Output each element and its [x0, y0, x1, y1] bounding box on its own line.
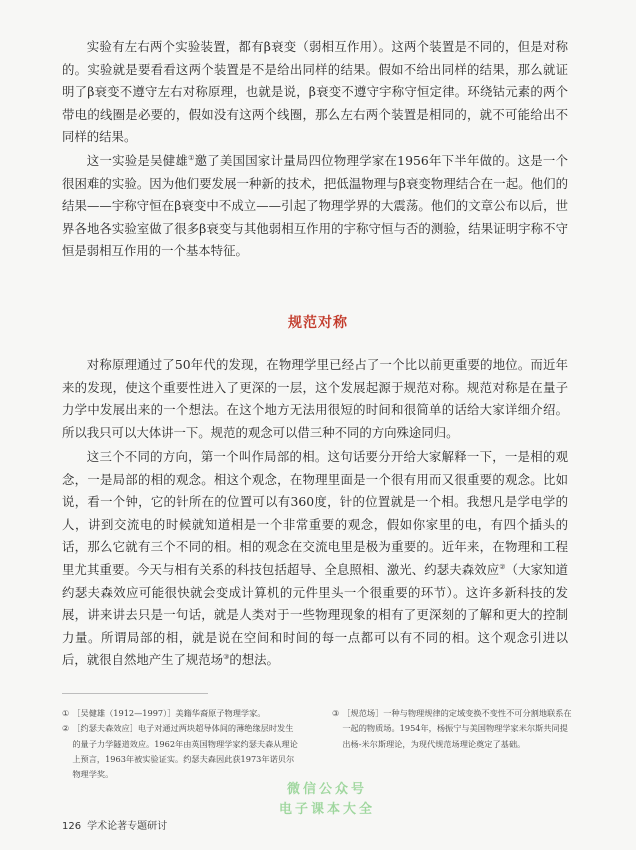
- watermark-line: 电子课本大全: [278, 802, 375, 817]
- footnotes-left-column: [62, 706, 300, 782]
- footnote-divider: [62, 693, 208, 694]
- footnote-mark: ②: [62, 723, 70, 734]
- section-heading: 规范对称: [288, 315, 348, 331]
- footnote-mark: ③: [332, 708, 340, 718]
- footnote-1: [62, 706, 300, 721]
- footnote-ref-3[interactable]: ③: [223, 653, 230, 662]
- paragraph-text: 这一实验是吴健雄: [86, 153, 189, 168]
- paragraph-text: 实验有左右两个实验装置，都有β衰变（弱相互作用）。这两个装置是不同的，但是对称的。实验就是要看看这两个装置是不是给出同样的结果。假如不给出同样的结果，那么就证明了β衰变不遵守左右对称原理，也就是说，β衰变不遵守宇称守恒定律。环绕钴元素的两个带电的线圈是必要的，假如没有这两个线圈，那么左右两个装置是相同的，就不可能给出不同样的结果。: [62, 39, 568, 145]
- watermark-line: 微信公众号: [286, 782, 367, 797]
- paragraph-experiment-setup: [62, 36, 568, 149]
- footnote-text: ［吴健雄（1912—1997）］美籍华裔原子物理学家。: [72, 708, 266, 718]
- page-footer: [62, 817, 167, 832]
- footnote-2: [62, 721, 300, 782]
- paragraph-text: （大家知道约瑟夫森效应可能很快就会变成计算机的元件里头一个很重要的环节）。这许多新科技的发展，讲来讲去只是一句话，就是人类对于一些物理现象的相有了更深刻的了解和更大的控制力量。所谓局部的相，就是说在空间和时间的每一点都可以有不同的相。这个观念引进以后，就很自然地产生了规范场: [62, 561, 569, 668]
- paragraph-wu-experiment: [62, 150, 568, 263]
- book-title: 学术论著专题研讨: [87, 821, 168, 832]
- watermark: [252, 780, 402, 820]
- footnote-text: ［规范场］一种与物理规律的定域变换不变性不可分割地联系在一起的物质场。1954年，杨振宁与美国物理学家米尔斯共同提出杨-米尔斯理论，为现代规范场理论奠定了基础。: [342, 708, 572, 749]
- footnote-3: [332, 706, 572, 752]
- paragraph-local-phase: [62, 446, 568, 672]
- paragraph-text: 对称原理通过了50年代的发现，在物理学里已经占了一个比以前更重要的地位。而近年来的发现，使这个重要性进入了更深的一层，这个发展起源于规范对称。规范对称是在量子力学中发展出来的一个想法。在这个地方无法用很短的时间和很简单的话给大家详细介绍。所以我只可以大体讲一下。规范的观念可以借三种不同的方向殊途同归。: [62, 357, 568, 440]
- paragraph-text: 这三个不同的方向，第一个叫作局部的相。这句话要分开给大家解释一下，一是相的观念，一是局部的相的观念。相这个观念，在物理里面是一个很有用而又很重要的观念。比如说，看一个钟，它的针所在的位置可以有360度，针的位置就是一个相。我想凡是学电学的人，讲到交流电的时候就知道相是一个非常重要的观念，假如你家里的电，有四个插头的话，那么它就有三个不同的相。相的观念在交流电里是极为重要的。近年来，在物理和工程里尤其重要。今天与相有关系的科技包括超导、全息照相、激光、约瑟夫森效应: [62, 449, 568, 577]
- page-number: 126: [62, 821, 82, 832]
- footnote-ref-1[interactable]: ①: [188, 153, 195, 162]
- footnote-text: ［约瑟夫森效应］电子对通过两块超导体间的薄绝缘层时发生的量子力学隧道效应。1962年由英国物理学家约瑟夫森从理论上预言，1963年被实验证实。约瑟夫森因此获1973年诺贝尔物理学奖。: [72, 723, 298, 780]
- footnotes-right-column: [332, 706, 572, 752]
- paragraph-text: 邀了美国国家计量局四位物理学家在1956年下半年做的。这是一个很困难的实验。因为他们要发展一种新的技术，把低温物理与β衰变物理结合在一起。他们的结果——宇称守恒在β衰变中不成立——引起了物理学界的大震荡。他们的文章公布以后，世界各地各实验室做了很多β衰变与其他弱相互作用的宇称守恒与否的测验，结果证明宇称不守恒是弱相互作用的一个基本特征。: [62, 153, 568, 259]
- footnote-mark: ①: [62, 708, 70, 718]
- footnote-ref-2[interactable]: ②: [499, 562, 506, 571]
- paragraph-text: 的想法。: [229, 652, 279, 668]
- paragraph-symmetry-intro: [62, 354, 568, 444]
